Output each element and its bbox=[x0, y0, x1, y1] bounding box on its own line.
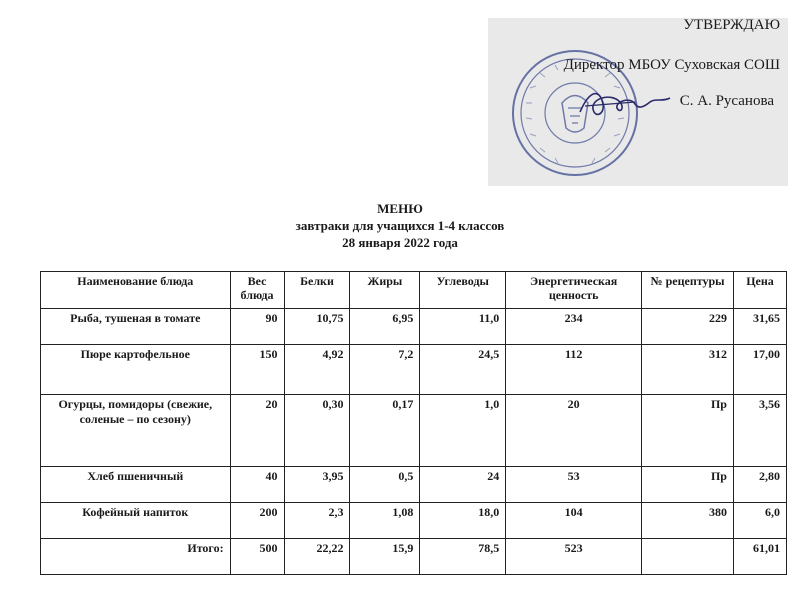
total-recipe-no bbox=[642, 539, 734, 575]
dish-energy: 104 bbox=[506, 503, 642, 539]
dish-carbs: 18,0 bbox=[420, 503, 506, 539]
dish-carbs: 24,5 bbox=[420, 345, 506, 395]
dish-price: 3,56 bbox=[733, 395, 786, 467]
dish-name: Рыба, тушеная в томате bbox=[41, 309, 231, 345]
dish-fats: 0,17 bbox=[350, 395, 420, 467]
dish-name: Кофейный напиток bbox=[41, 503, 231, 539]
dish-weight: 90 bbox=[230, 309, 284, 345]
total-carbs: 78,5 bbox=[420, 539, 506, 575]
approval-title: УТВЕРЖДАЮ bbox=[683, 17, 780, 33]
header-weight: Вес блюда bbox=[230, 272, 284, 309]
menu-title: МЕНЮ bbox=[377, 201, 423, 216]
table-header-row bbox=[41, 272, 787, 309]
table-total-row bbox=[41, 539, 787, 575]
menu-table bbox=[40, 271, 787, 575]
dish-fats: 1,08 bbox=[350, 503, 420, 539]
approval-position: Директор МБОУ Суховская СОШ bbox=[563, 57, 780, 73]
dish-proteins: 2,3 bbox=[284, 503, 350, 539]
dish-price: 31,65 bbox=[733, 309, 786, 345]
dish-energy: 20 bbox=[506, 395, 642, 467]
dish-recipe-no: 312 bbox=[642, 345, 734, 395]
header-energy: Энергетическая ценность bbox=[506, 272, 642, 309]
dish-proteins: 3,95 bbox=[284, 467, 350, 503]
dish-recipe-no: 380 bbox=[642, 503, 734, 539]
dish-weight: 200 bbox=[230, 503, 284, 539]
menu-subtitle: завтраки для учащихся 1-4 классов bbox=[295, 218, 505, 233]
table-row bbox=[41, 467, 787, 503]
header-dish-name: Наименование блюда bbox=[41, 272, 231, 309]
dish-recipe-no: Пр bbox=[642, 395, 734, 467]
dish-carbs: 11,0 bbox=[420, 309, 506, 345]
dish-proteins: 0,30 bbox=[284, 395, 350, 467]
dish-name: Хлеб пшеничный bbox=[41, 467, 231, 503]
dish-weight: 150 bbox=[230, 345, 284, 395]
dish-price: 2,80 bbox=[733, 467, 786, 503]
table-row bbox=[41, 309, 787, 345]
dish-name: Огурцы, помидоры (свежие, соленые – по сезону) bbox=[41, 395, 231, 467]
dish-recipe-no: 229 bbox=[642, 309, 734, 345]
header-fats: Жиры bbox=[350, 272, 420, 309]
total-label: Итого: bbox=[41, 539, 231, 575]
dish-proteins: 10,75 bbox=[284, 309, 350, 345]
table-row bbox=[41, 395, 787, 467]
header-price: Цена bbox=[733, 272, 786, 309]
dish-proteins: 4,92 bbox=[284, 345, 350, 395]
dish-recipe-no: Пр bbox=[642, 467, 734, 503]
header-proteins: Белки bbox=[284, 272, 350, 309]
dish-fats: 0,5 bbox=[350, 467, 420, 503]
menu-date: 28 января 2022 года bbox=[342, 235, 458, 250]
signature-icon bbox=[575, 84, 675, 124]
table-row bbox=[41, 503, 787, 539]
total-price: 61,01 bbox=[733, 539, 786, 575]
total-proteins: 22,22 bbox=[284, 539, 350, 575]
dish-energy: 112 bbox=[506, 345, 642, 395]
dish-weight: 40 bbox=[230, 467, 284, 503]
dish-price: 17,00 bbox=[733, 345, 786, 395]
dish-carbs: 24 bbox=[420, 467, 506, 503]
menu-heading bbox=[0, 200, 800, 251]
dish-price: 6,0 bbox=[733, 503, 786, 539]
dish-weight: 20 bbox=[230, 395, 284, 467]
table-row bbox=[41, 345, 787, 395]
dish-energy: 53 bbox=[506, 467, 642, 503]
total-energy: 523 bbox=[506, 539, 642, 575]
dish-fats: 6,95 bbox=[350, 309, 420, 345]
approval-name: С. А. Русанова bbox=[679, 93, 774, 109]
dish-energy: 234 bbox=[506, 309, 642, 345]
total-weight: 500 bbox=[230, 539, 284, 575]
dish-carbs: 1,0 bbox=[420, 395, 506, 467]
dish-fats: 7,2 bbox=[350, 345, 420, 395]
header-recipe-no: № рецептуры bbox=[642, 272, 734, 309]
dish-name: Пюре картофельное bbox=[41, 345, 231, 395]
header-carbs: Углеводы bbox=[420, 272, 506, 309]
total-fats: 15,9 bbox=[350, 539, 420, 575]
